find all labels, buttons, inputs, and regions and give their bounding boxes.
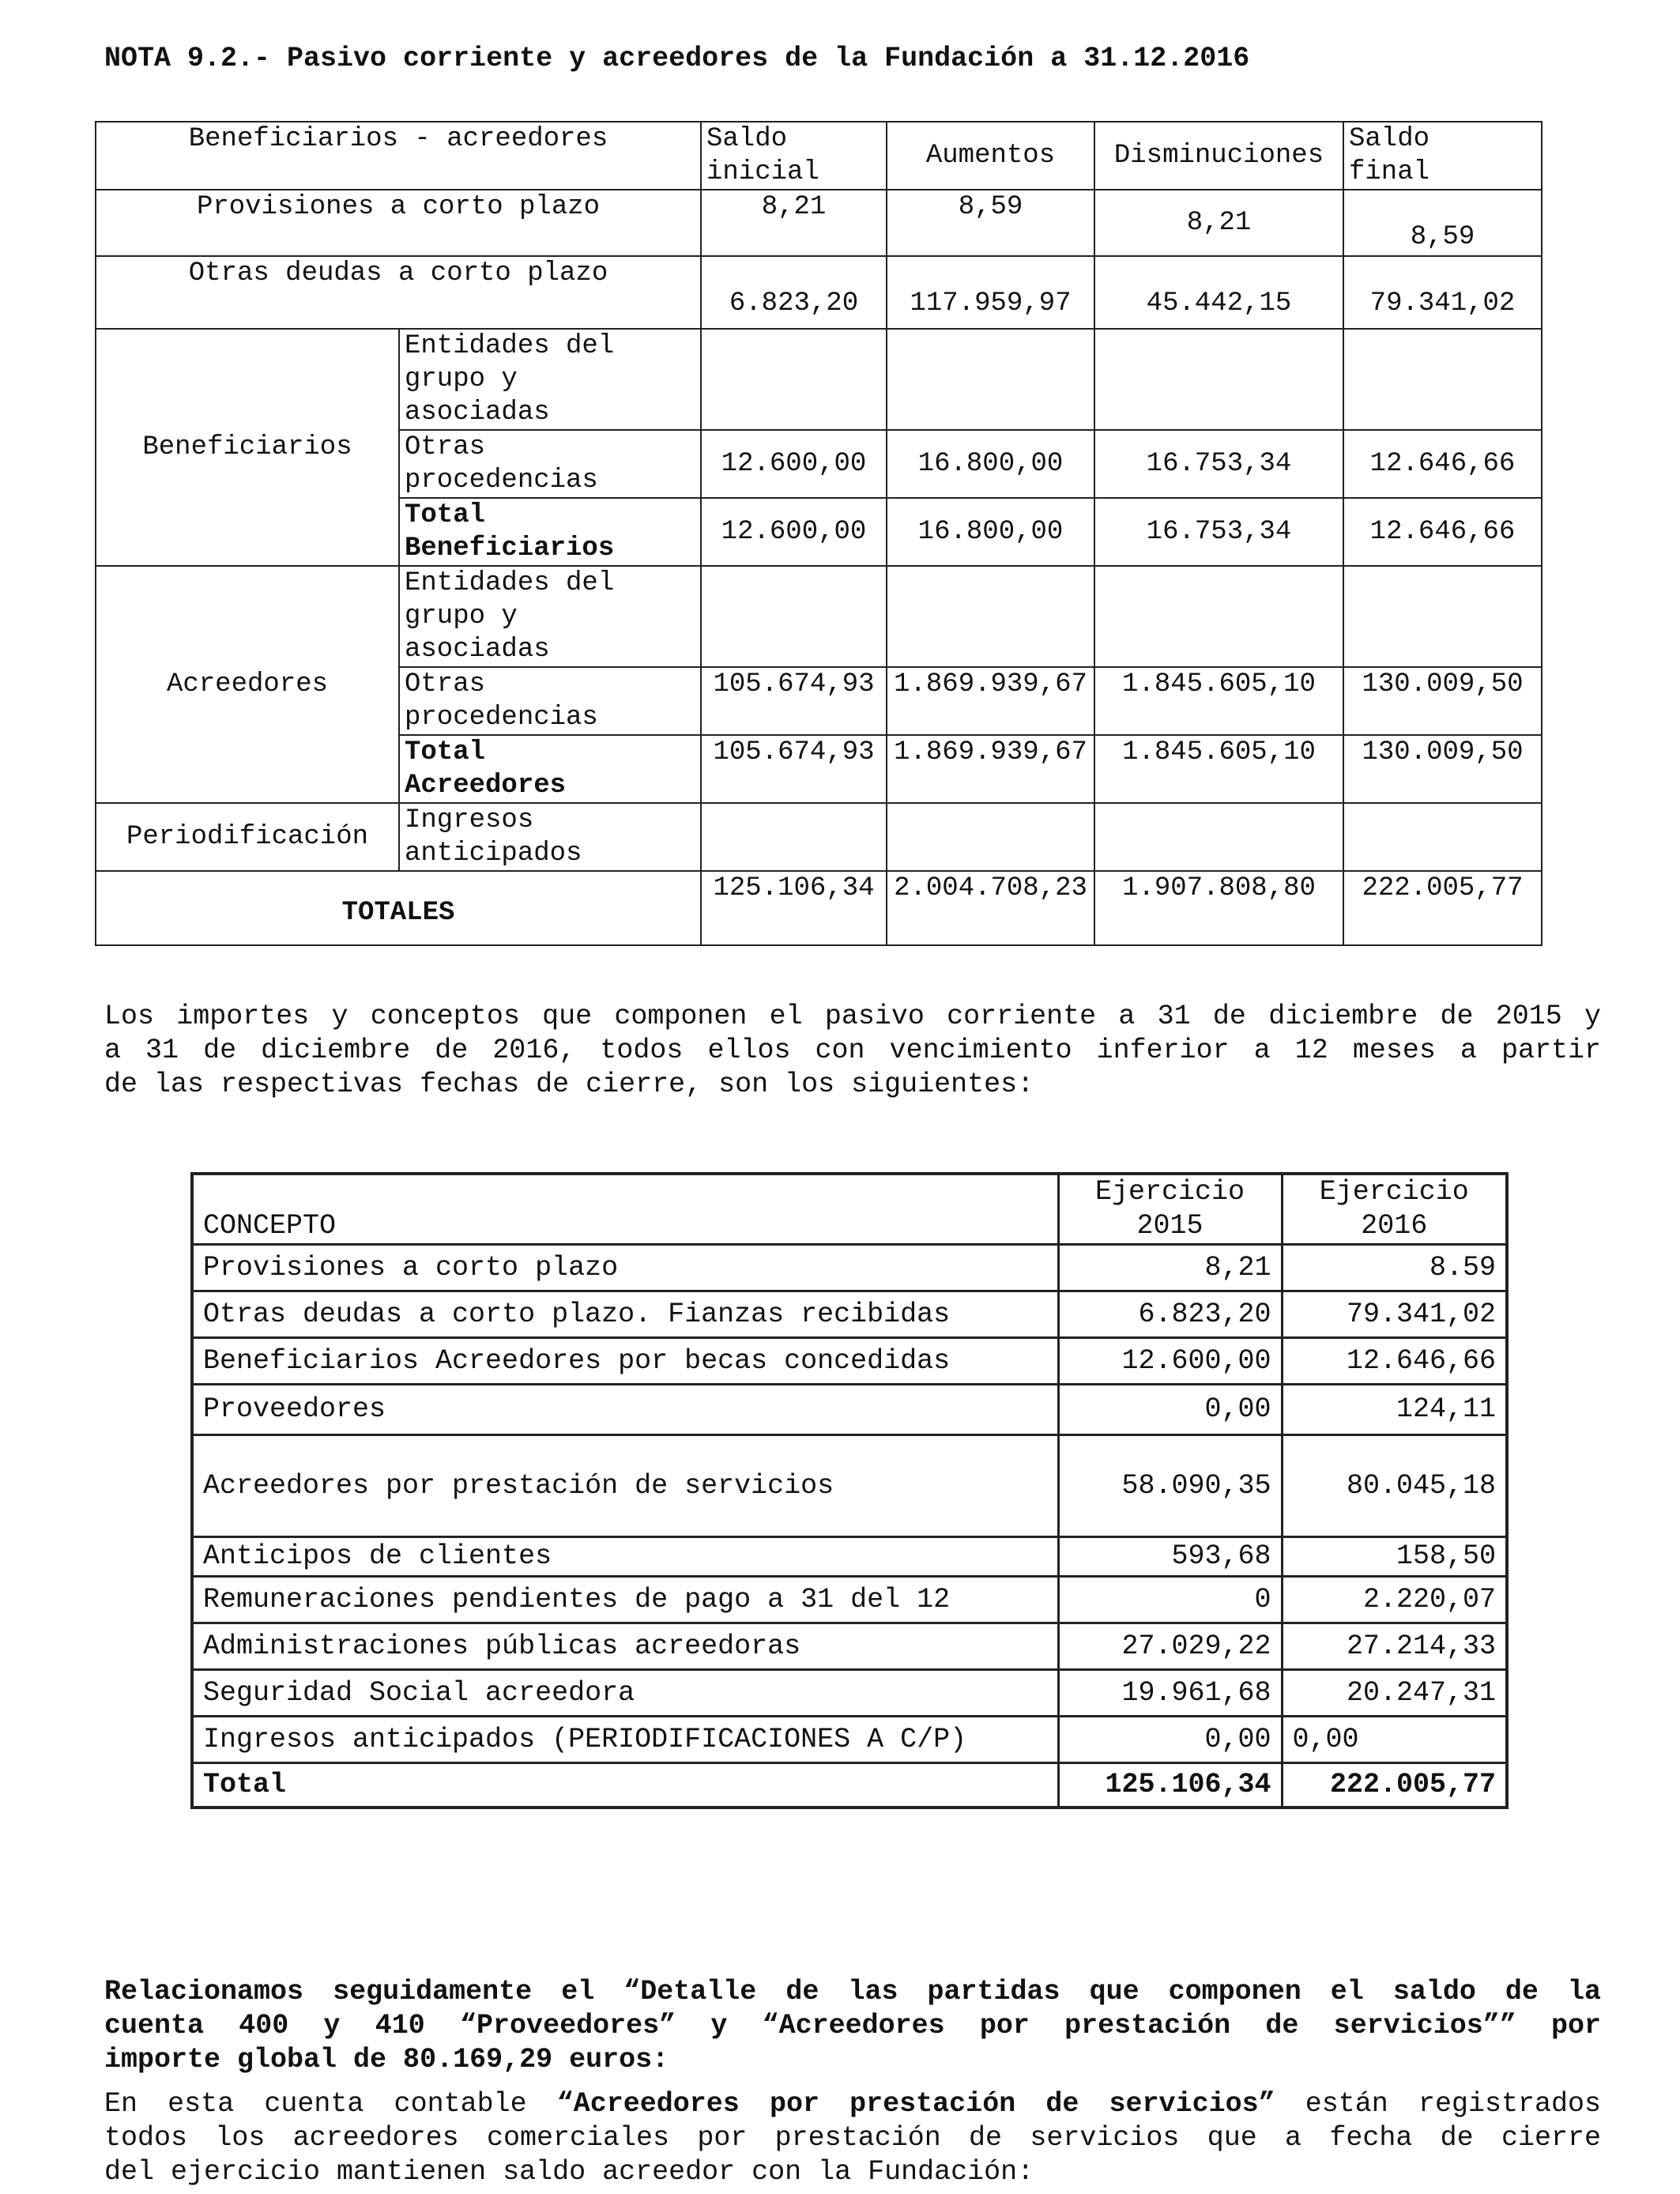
row-sublabel: Ingresos anticipados bbox=[399, 803, 701, 871]
value-2015: 593,68 bbox=[1058, 1537, 1282, 1577]
cell-value: 45.442,15 bbox=[1094, 256, 1343, 329]
concept-cell: Remuneraciones pendientes de pago a 31 del 12 bbox=[192, 1577, 1058, 1623]
cell-value: 8,59 bbox=[887, 190, 1094, 256]
concept-cell: Otras deudas a corto plazo. Fianzas recibidas bbox=[192, 1291, 1058, 1338]
totales-label: TOTALES bbox=[96, 871, 701, 945]
value-2016: 8.59 bbox=[1282, 1245, 1507, 1291]
concept-cell: Administraciones públicas acreedoras bbox=[192, 1623, 1058, 1670]
cell-empty bbox=[1343, 566, 1542, 667]
cell-value: 1.845.605,10 bbox=[1094, 667, 1343, 735]
total-label: Total bbox=[192, 1763, 1058, 1808]
cell-empty bbox=[887, 803, 1094, 871]
cell-value: 1.845.605,10 bbox=[1094, 735, 1343, 803]
header-concepto: CONCEPTO bbox=[192, 1174, 1058, 1245]
cell-value: 130.009,50 bbox=[1343, 735, 1542, 803]
value-2016: 12.646,66 bbox=[1282, 1338, 1507, 1385]
value-2015: 0,00 bbox=[1058, 1385, 1282, 1435]
table-row bbox=[192, 1670, 1507, 1717]
table-row bbox=[96, 803, 1542, 871]
value-2016: 124,11 bbox=[1282, 1385, 1507, 1435]
paragraph-line: del ejercicio mantienen saldo acreedor con la Fundación: bbox=[104, 2156, 1034, 2188]
table-total-row bbox=[192, 1763, 1507, 1808]
table-row bbox=[192, 1338, 1507, 1385]
table-header-row bbox=[96, 122, 1542, 190]
table-row bbox=[192, 1717, 1507, 1763]
cell-value: 12.646,66 bbox=[1343, 498, 1542, 566]
paragraph-line: Relacionamos seguidamente el “Detalle de las partidas que componen el saldo de la bbox=[104, 1976, 1601, 2007]
header-saldo-final: Saldo final bbox=[1343, 122, 1542, 190]
cell-empty bbox=[887, 566, 1094, 667]
cell-value: 1.869.939,67 bbox=[887, 667, 1094, 735]
detail-heading-paragraph bbox=[104, 1975, 1601, 2077]
paragraph-line: a 31 de diciembre de 2016, todos ellos con vencimiento inferior a 12 meses a partir bbox=[104, 1035, 1601, 1066]
cell-empty bbox=[701, 329, 887, 430]
table-totals-row bbox=[96, 871, 1542, 945]
value-2016: 79.341,02 bbox=[1282, 1291, 1507, 1338]
cell-value: 16.753,34 bbox=[1094, 498, 1343, 566]
table-row bbox=[96, 190, 1542, 256]
cell-empty bbox=[701, 566, 887, 667]
cell-value: 2.004.708,23 bbox=[887, 871, 1094, 945]
cell-empty bbox=[1094, 566, 1343, 667]
table-row bbox=[96, 256, 1542, 329]
row-sublabel-total: Total Beneficiarios bbox=[399, 498, 701, 566]
total-2016: 222.005,77 bbox=[1282, 1763, 1507, 1808]
value-2016: 27.214,33 bbox=[1282, 1623, 1507, 1670]
cell-value: 222.005,77 bbox=[1343, 871, 1542, 945]
value-2015: 6.823,20 bbox=[1058, 1291, 1282, 1338]
note-title: NOTA 9.2.- Pasivo corriente y acreedores de la Fundación a 31.12.2016 bbox=[104, 43, 1250, 74]
paragraph-line: todos los acreedores comerciales por prestación de servicios que a fecha de cierre bbox=[104, 2122, 1601, 2154]
paragraph-line: importe global de 80.169,29 euros: bbox=[104, 2044, 669, 2075]
header-disminuciones: Disminuciones bbox=[1094, 122, 1343, 190]
table-row bbox=[192, 1623, 1507, 1670]
account-name-bold: “Acreedores por prestación de servicios” bbox=[556, 2088, 1275, 2120]
value-2016: 158,50 bbox=[1282, 1537, 1507, 1577]
cell-value: 16.800,00 bbox=[887, 430, 1094, 498]
cell-value: 1.869.939,67 bbox=[887, 735, 1094, 803]
paragraph-line: En esta cuenta contable “Acreedores por prestación de servicios” están registrados bbox=[104, 2088, 1601, 2120]
total-2015: 125.106,34 bbox=[1058, 1763, 1282, 1808]
row-sublabel: Otras procedencias bbox=[399, 430, 701, 498]
cell-empty bbox=[887, 329, 1094, 430]
header-aumentos: Aumentos bbox=[887, 122, 1094, 190]
table-row bbox=[96, 329, 1542, 430]
concept-cell: Provisiones a corto plazo bbox=[192, 1245, 1058, 1291]
concept-cell: Beneficiarios Acreedores por becas concedidas bbox=[192, 1338, 1058, 1385]
value-2015: 0,00 bbox=[1058, 1717, 1282, 1763]
value-2016: 20.247,31 bbox=[1282, 1670, 1507, 1717]
value-2016: 2.220,07 bbox=[1282, 1577, 1507, 1623]
cell-value: 125.106,34 bbox=[701, 871, 887, 945]
cell-value: 1.907.808,80 bbox=[1094, 871, 1343, 945]
value-2015: 8,21 bbox=[1058, 1245, 1282, 1291]
table-row bbox=[192, 1435, 1507, 1537]
paragraph-line: de las respectivas fechas de cierre, son los siguientes: bbox=[104, 1069, 1034, 1100]
cell-value: 12.600,00 bbox=[701, 498, 887, 566]
pasivo-corriente-table bbox=[190, 1172, 1509, 1809]
movements-table bbox=[95, 121, 1543, 946]
table-row bbox=[192, 1385, 1507, 1435]
cell-empty bbox=[1094, 329, 1343, 430]
header-beneficiarios-acreedores: Beneficiarios - acreedores bbox=[96, 122, 701, 190]
intro-paragraph bbox=[104, 1000, 1601, 1102]
header-ejercicio-2015: Ejercicio 2015 bbox=[1058, 1174, 1282, 1245]
table-row bbox=[192, 1291, 1507, 1338]
row-sublabel: Otras procedencias bbox=[399, 667, 701, 735]
value-2016: 80.045,18 bbox=[1282, 1435, 1507, 1537]
value-2016: 0,00 bbox=[1282, 1717, 1507, 1763]
cell-value: 8,59 bbox=[1343, 190, 1542, 256]
cell-value: 8,21 bbox=[1094, 190, 1343, 256]
row-label: Otras deudas a corto plazo bbox=[96, 256, 701, 329]
concept-cell: Anticipos de clientes bbox=[192, 1537, 1058, 1577]
row-label: Provisiones a corto plazo bbox=[96, 190, 701, 256]
cell-value: 12.646,66 bbox=[1343, 430, 1542, 498]
cell-value: 117.959,97 bbox=[887, 256, 1094, 329]
cell-value: 8,21 bbox=[701, 190, 887, 256]
table-row bbox=[96, 566, 1542, 667]
cell-value: 16.753,34 bbox=[1094, 430, 1343, 498]
table-row bbox=[192, 1537, 1507, 1577]
cell-value: 6.823,20 bbox=[701, 256, 887, 329]
table-row bbox=[192, 1245, 1507, 1291]
account-description-paragraph bbox=[104, 2087, 1601, 2189]
cell-value: 105.674,93 bbox=[701, 735, 887, 803]
value-2015: 0 bbox=[1058, 1577, 1282, 1623]
cell-empty bbox=[1094, 803, 1343, 871]
table-header-row bbox=[192, 1174, 1507, 1245]
group-label-periodificacion: Periodificación bbox=[96, 803, 399, 871]
cell-value: 79.341,02 bbox=[1343, 256, 1542, 329]
header-ejercicio-2016: Ejercicio 2016 bbox=[1282, 1174, 1507, 1245]
group-label-beneficiarios: Beneficiarios bbox=[96, 329, 399, 566]
row-sublabel: Entidades del grupo y asociadas bbox=[399, 329, 701, 430]
cell-value: 105.674,93 bbox=[701, 667, 887, 735]
paragraph-line: cuenta 400 y 410 “Proveedores” y “Acreedores por prestación de servicios”” por bbox=[104, 2010, 1601, 2041]
concept-cell: Acreedores por prestación de servicios bbox=[192, 1435, 1058, 1537]
group-label-acreedores: Acreedores bbox=[96, 566, 399, 803]
concept-cell: Seguridad Social acreedora bbox=[192, 1670, 1058, 1717]
concept-cell: Ingresos anticipados (PERIODIFICACIONES A C/P) bbox=[192, 1717, 1058, 1763]
value-2015: 19.961,68 bbox=[1058, 1670, 1282, 1717]
row-sublabel: Entidades del grupo y asociadas bbox=[399, 566, 701, 667]
header-saldo-inicial: Saldo inicial bbox=[701, 122, 887, 190]
value-2015: 58.090,35 bbox=[1058, 1435, 1282, 1537]
concept-cell: Proveedores bbox=[192, 1385, 1058, 1435]
cell-value: 16.800,00 bbox=[887, 498, 1094, 566]
table-row bbox=[192, 1577, 1507, 1623]
cell-value: 12.600,00 bbox=[701, 430, 887, 498]
cell-value: 130.009,50 bbox=[1343, 667, 1542, 735]
cell-empty bbox=[1343, 329, 1542, 430]
cell-empty bbox=[1343, 803, 1542, 871]
value-2015: 27.029,22 bbox=[1058, 1623, 1282, 1670]
paragraph-line: Los importes y conceptos que componen el pasivo corriente a 31 de diciembre de 2015 y bbox=[104, 1001, 1601, 1032]
value-2015: 12.600,00 bbox=[1058, 1338, 1282, 1385]
cell-empty bbox=[701, 803, 887, 871]
row-sublabel-total: Total Acreedores bbox=[399, 735, 701, 803]
